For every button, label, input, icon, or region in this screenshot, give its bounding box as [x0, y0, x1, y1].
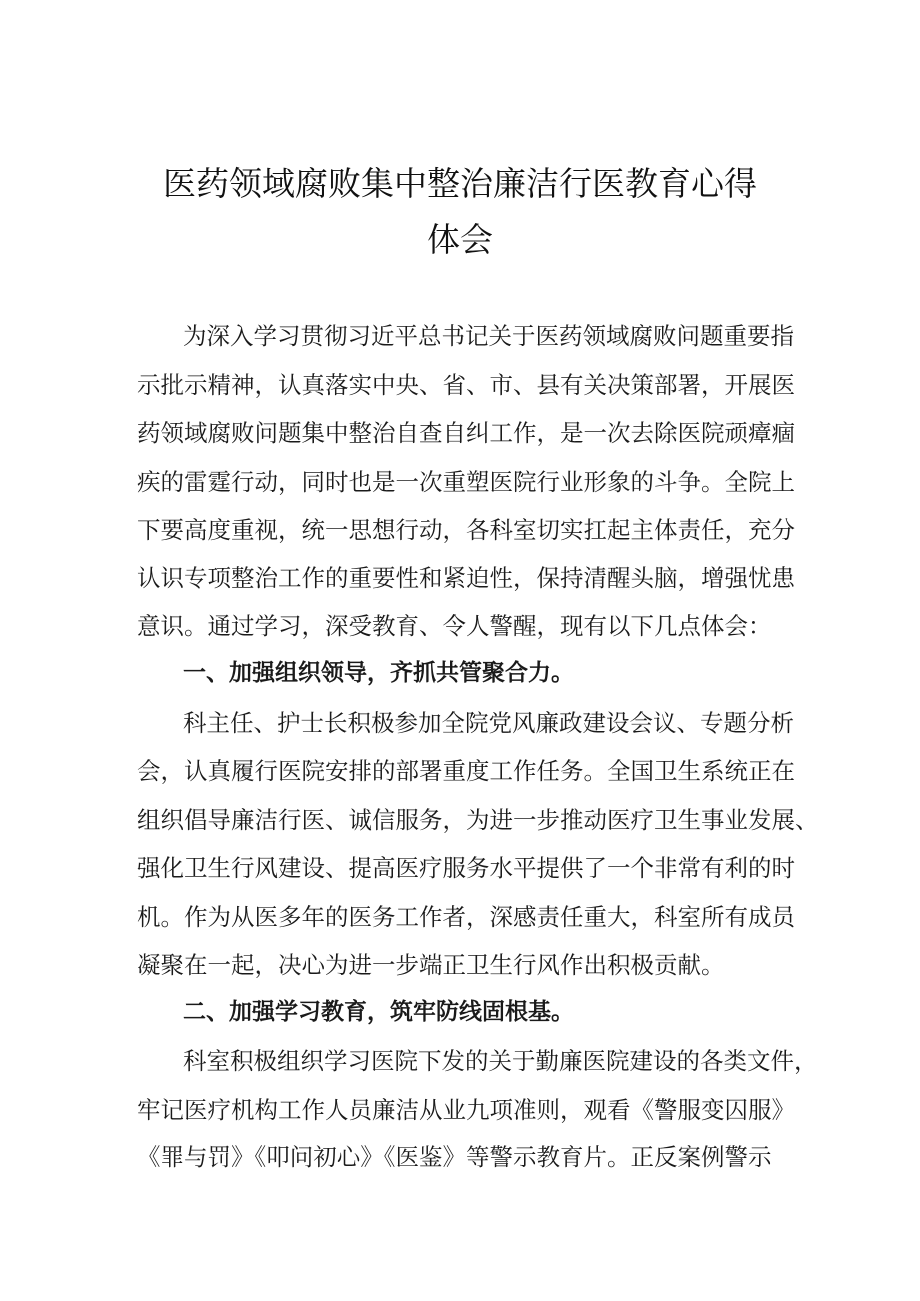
paragraph-line: 意识。通过学习，深受教育、令人警醒，现有以下几点体会： [137, 612, 772, 640]
paragraph-line: 下要高度重视，统一思想行动，各科室切实扛起主体责任，充分 [137, 516, 795, 544]
paragraph-line: 疾的雷霆行动，同时也是一次重塑医院行业形象的斗争。全院上 [137, 468, 795, 496]
paragraph-line: 认识专项整治工作的重要性和紧迫性，保持清醒头脑，增强忧患 [137, 564, 795, 592]
paragraph-line: 组织倡导廉洁行医、诚信服务，为进一步推动医疗卫生事业发展、 [137, 806, 819, 834]
section-heading-2: 二、加强学习教育，筑牢防线固根基。 [183, 999, 574, 1025]
paragraph-line: 《罪与罚》《叩问初心》《医鉴》等警示教育片。正反案例警示 [137, 1143, 772, 1171]
paragraph-line: 药领域腐败问题集中整治自查自纠工作，是一次去除医院顽瘴痼 [137, 419, 795, 447]
paragraph-line: 牢记医疗机构工作人员廉洁从业九项准则，观看《警服变囚服》 [137, 1096, 795, 1124]
paragraph-line: 会，认真履行医院安排的部署重度工作任务。全国卫生系统正在 [137, 757, 795, 785]
paragraph-line: 机。作为从医多年的医务工作者，深感责任重大，科室所有成员 [137, 903, 795, 931]
document-title-line-2: 体会 [427, 220, 493, 259]
paragraph-line: 科室积极组织学习医院下发的关于勤廉医院建设的各类文件， [183, 1047, 818, 1075]
paragraph-line: 强化卫生行风建设、提高医疗服务水平提供了一个非常有利的时 [137, 854, 795, 882]
section-heading-1: 一、加强组织领导，齐抓共管聚合力。 [183, 660, 574, 686]
paragraph-line: 为深入学习贯彻习近平总书记关于医药领域腐败问题重要指 [183, 322, 794, 350]
paragraph-line: 科主任、护士长积极参加全院党风廉政建设会议、专题分析 [183, 709, 794, 737]
document-title-line-1: 医药领域腐败集中整治廉洁行医教育心得 [163, 164, 757, 203]
paragraph-line: 示批示精神，认真落实中央、省、市、县有关决策部署，开展医 [137, 371, 795, 399]
paragraph-line: 凝聚在一起，决心为进一步端正卫生行风作出积极贡献。 [137, 951, 725, 979]
